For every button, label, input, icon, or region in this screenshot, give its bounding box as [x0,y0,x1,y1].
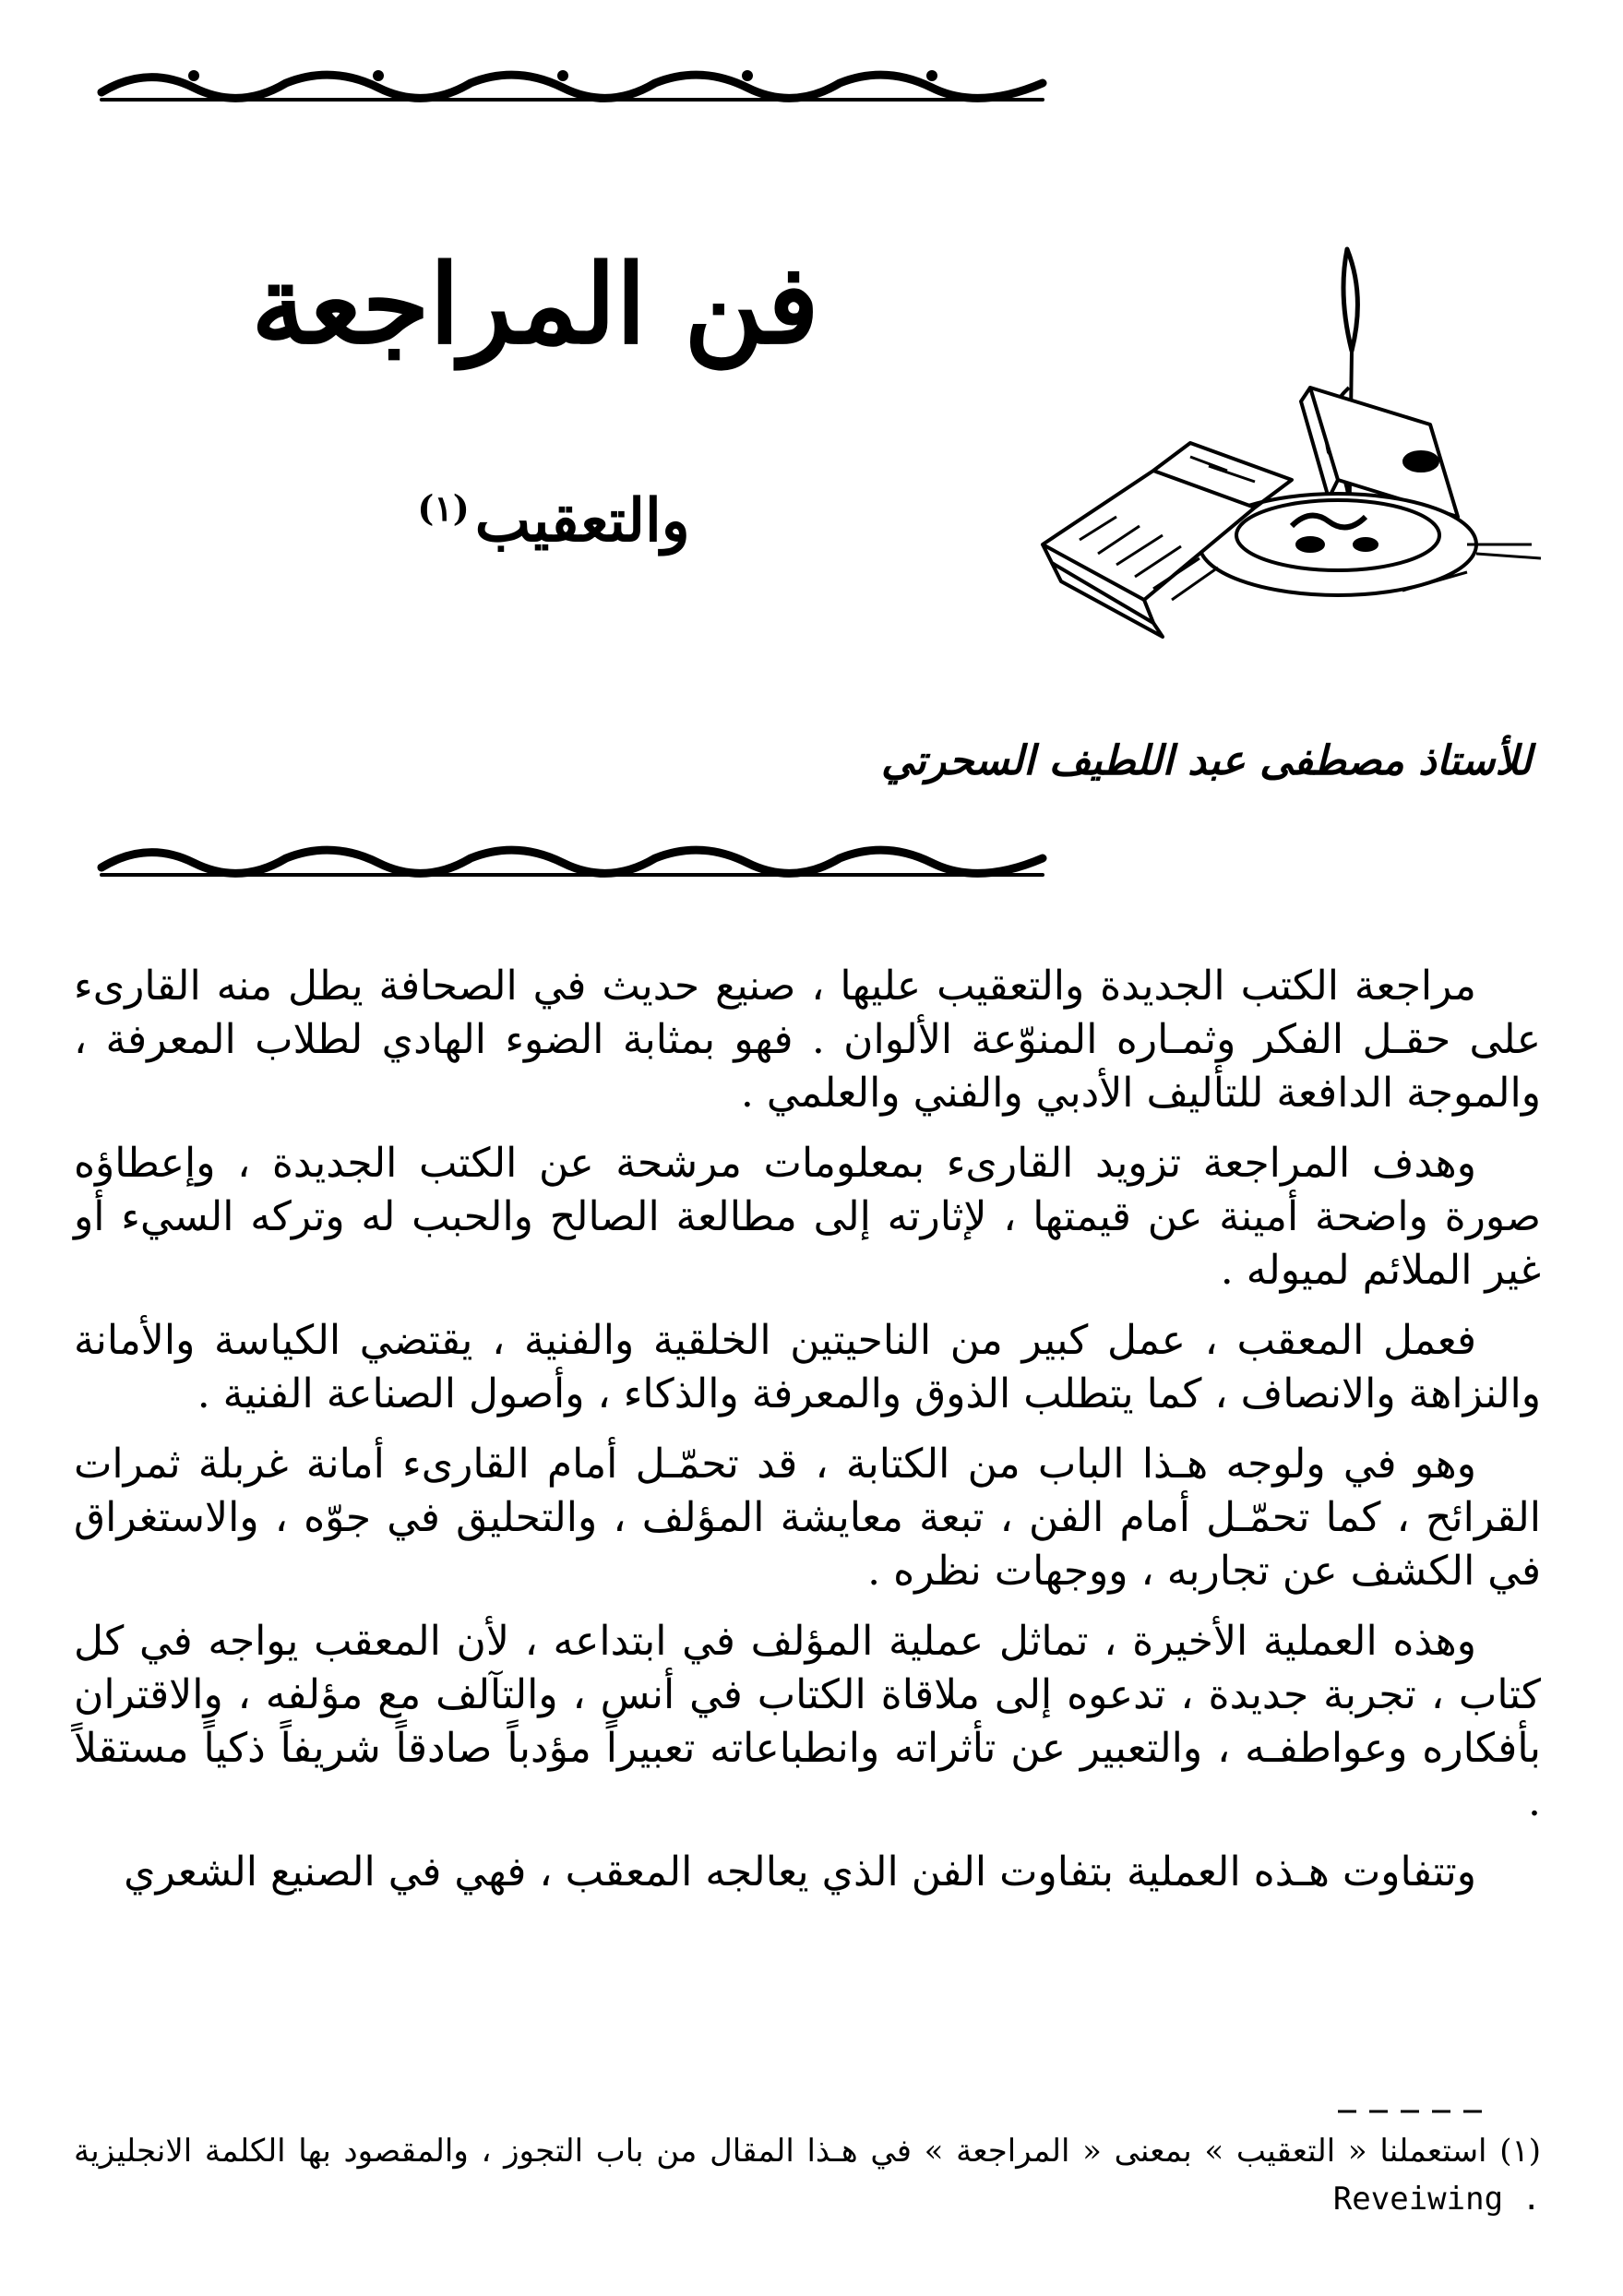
paragraph: وهو في ولوجه هـذا الباب من الكتابة ، قد تحمّـل أمام القارىء أمانة غربلة ثمرات القرائح ، كما تحمّـل أمام الفن ، تبعة معايشة المؤلف ، والتحليق في جوّه ، والاستغراق في الكشف عن تجاربه ، ووجهات نظره . [74,1441,1541,1595]
paragraph: فعمل المعقب ، عمل كبير من الناحيتين الخلقية والفنية ، يقتضي الكياسة والأمانة والنزاهة والانصاف ، كما يتطلب الذوق والمعرفة والذكاء ، وأصول الصناعة الفنية . [74,1317,1541,1417]
paragraph: مراجعة الكتب الجديدة والتعقيب عليها ، صنيع حديث في الصحافة يطل منه القارىء على حقـل الفكر وثمـاره المنوّعة الألوان . فهو بمثابة الضوء الهادي لطلاب المعرفة ، والموجة الدافعة للتأليف الأدبي والفني والعلمي . [74,963,1541,1117]
paragraph: وهدف المراجعة تزويد القارىء بمعلومات مرشحة عن الكتب الجديدة ، وإعطاؤه صورة واضحة أمينة عن قيمتها ، لإثارته إلى مطالعة الصالح والحبب له وتركه السيء أو غير الملائم لميوله . [74,1140,1541,1294]
article-title: فن المراجعة [251,240,819,368]
decorative-chain-bottom [83,831,1061,895]
footnote-english-word: Reveiwing . [1332,2181,1541,2218]
footnote-marker: (١) [417,487,470,529]
footnote-text: (١) استعملنا « التعقيب » بمعنى « المراجعة » في هـذا المقال من باب التجوز ، والمقصود بها الكلمة الانجليزية [74,2133,1541,2170]
author-byline: للأستاذ مصطفى عبد اللطيف السحرتي [880,737,1532,784]
decorative-chain-top [83,55,1061,120]
books-inkwell-illustration [1033,240,1550,655]
footnote [74,2127,1541,2247]
article-body [74,960,1541,2067]
paragraph: وهذه العملية الأخيرة ، تماثل عملية المؤلف في ابتداعه ، لأن المعقب يواجه في كل كتاب ، تجربة جديدة ، تدعوه إلى ملاقاة الكتاب في أنس ، والتآلف مع مؤلفه ، والاقتران بأفكاره وعواطفـه ، والتعبير عن تأثراته وانطباعاته تعبيراً مؤدباً صادقاً شريفاً ذكياً مستقلاً . [74,1618,1541,1825]
article-subtitle [397,480,710,563]
subtitle-text: والتعقيب [474,486,690,556]
footnote-separator [1338,2109,1495,2114]
paragraph: وتتفاوت هـذه العملية بتفاوت الفن الذي يعالجه المعقب ، فهي في الصنيع الشعري [124,1848,1476,1895]
